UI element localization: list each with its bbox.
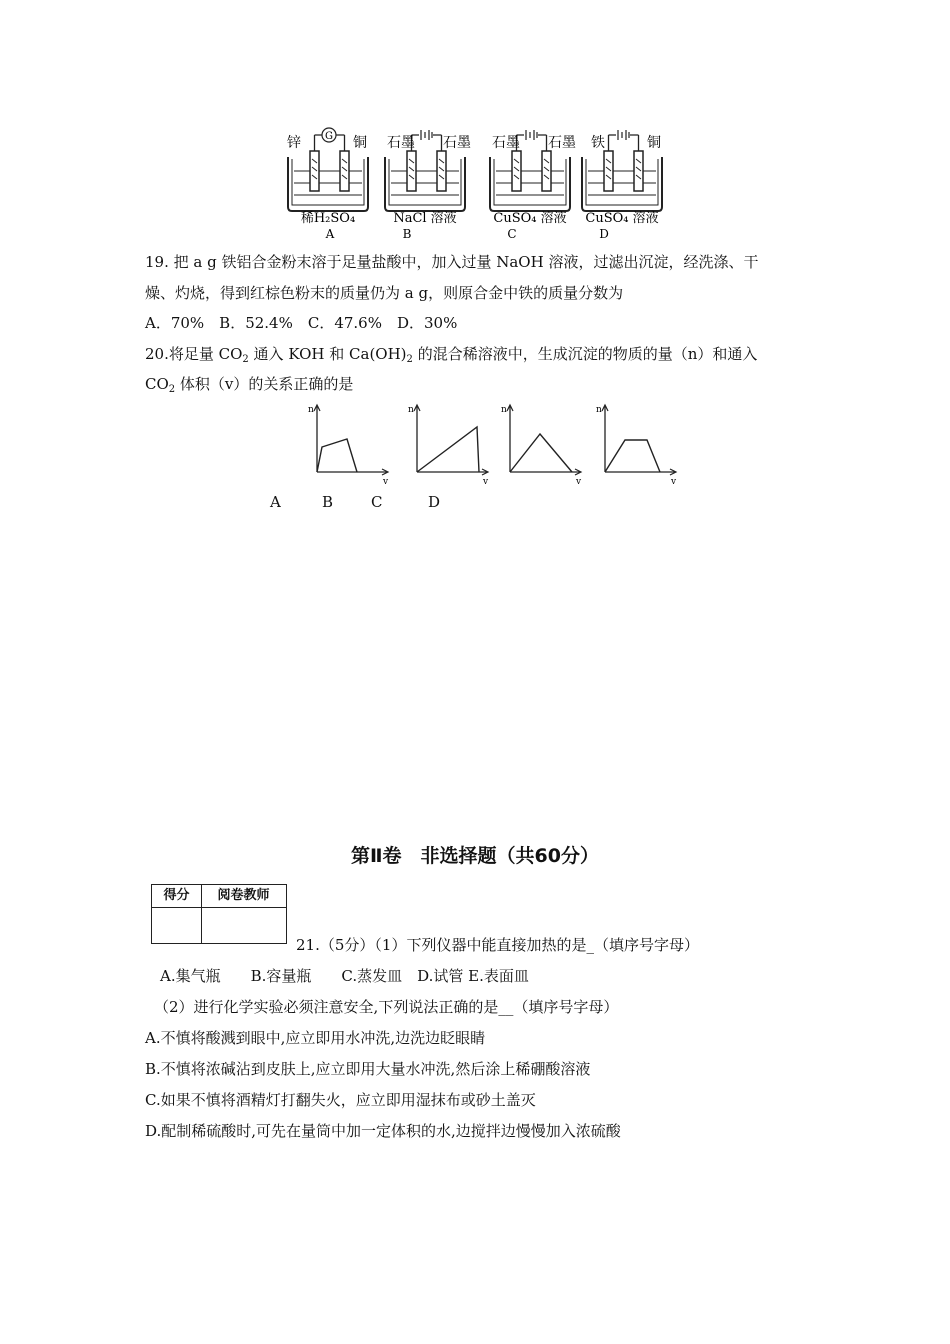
q21-head: 21.（5分）（1）下列仪器中能直接加热的是_（填序号字母） bbox=[296, 936, 699, 954]
curve bbox=[605, 440, 660, 472]
axis-n: n bbox=[596, 405, 602, 415]
cell-a bbox=[287, 128, 368, 240]
cell-letter: B bbox=[402, 227, 412, 240]
electrode bbox=[340, 151, 349, 191]
solution-label: CuSO₄ 溶液 bbox=[585, 211, 659, 226]
cell-d bbox=[582, 130, 662, 240]
q20-letter-d: D bbox=[428, 493, 441, 511]
q19-options: A．70% B．52.4% C．47.6% D．30% bbox=[145, 314, 458, 332]
grader-header: 阅卷教师 bbox=[201, 885, 286, 908]
score-header: 得分 bbox=[152, 885, 201, 908]
electrode bbox=[512, 151, 521, 191]
graph-d bbox=[596, 405, 677, 487]
q20-letter-a: A bbox=[270, 493, 281, 511]
electrode bbox=[634, 151, 643, 191]
q20-letter-b: B bbox=[322, 493, 334, 511]
beaker-inner bbox=[586, 159, 658, 205]
section-title: 第Ⅱ卷 非选择题（共60分） bbox=[351, 845, 599, 867]
left-electrode-label: 锌 bbox=[287, 135, 301, 151]
q20-line2: $CO_2$ 体积（v）的关系正确的是 bbox=[145, 375, 354, 395]
cell-c bbox=[490, 130, 576, 240]
q20-line1: 20.将足量 $CO_2$ 通入 KOH 和 $Ca(OH)_2$ 的混合稀溶液中，生成沉淀的物质的量（n）和通入 bbox=[145, 345, 758, 365]
graph-b bbox=[408, 405, 489, 487]
electrode bbox=[310, 151, 319, 191]
right-electrode-label: 铜 bbox=[647, 135, 661, 151]
right-electrode-label: 石墨 bbox=[548, 135, 576, 151]
axis-n: n bbox=[501, 405, 507, 415]
cell-letter: D bbox=[599, 227, 609, 240]
axis-n: n bbox=[308, 405, 314, 415]
cell-letter: A bbox=[325, 227, 335, 240]
cells-figure bbox=[280, 125, 670, 240]
solution-label: CuSO₄ 溶液 bbox=[493, 211, 567, 226]
q20-letter-c: C bbox=[371, 493, 383, 511]
beaker-inner bbox=[494, 159, 566, 205]
electrode bbox=[407, 151, 416, 191]
curve bbox=[417, 427, 479, 472]
solution-label: NaCl 溶液 bbox=[393, 211, 457, 226]
axis-v: v bbox=[383, 477, 389, 487]
q21-option-d: D.配制稀硫酸时,可先在量筒中加一定体积的水,边搅拌边慢慢加入浓硫酸 bbox=[145, 1122, 621, 1140]
right-electrode-label: 铜 bbox=[353, 135, 367, 151]
q21-part2: （2）进行化学实验必须注意安全,下列说法正确的是__（填序号字母） bbox=[154, 998, 619, 1016]
curve bbox=[510, 434, 572, 472]
beaker-inner bbox=[389, 159, 461, 205]
beaker-inner bbox=[292, 159, 364, 205]
right-electrode-label: 石墨 bbox=[443, 135, 471, 151]
electrode bbox=[542, 151, 551, 191]
q19-line1: 19. 把 a g 铁铝合金粉末溶于足量盐酸中，加入过量 NaOH 溶液，过滤出沉淀，经洗涤、干 bbox=[145, 253, 759, 271]
left-electrode-label: 铁 bbox=[591, 135, 605, 151]
graph-a bbox=[308, 405, 389, 487]
q21-options: A.集气瓶 B.容量瓶 C.蒸发皿 D.试管 E.表面皿 bbox=[160, 967, 529, 985]
score-divider bbox=[201, 885, 202, 943]
left-electrode-label: 石墨 bbox=[387, 135, 415, 151]
beaker bbox=[288, 157, 368, 211]
axis-n: n bbox=[408, 405, 414, 415]
cell-letter: C bbox=[507, 227, 517, 240]
solution-label: 稀H₂SO₄ bbox=[300, 211, 356, 226]
cell-b bbox=[385, 130, 471, 240]
q21-option-a: A.不慎将酸溅到眼中,应立即用水冲洗,边洗边眨眼睛 bbox=[145, 1029, 486, 1047]
q19-line2: 燥、灼烧，得到红棕色粉末的质量仍为 a g，则原合金中铁的质量分数为 bbox=[145, 284, 624, 302]
axis-v: v bbox=[671, 477, 677, 487]
beaker bbox=[490, 157, 570, 211]
curve bbox=[317, 439, 357, 472]
beaker bbox=[582, 157, 662, 211]
left-electrode-label: 石墨 bbox=[492, 135, 520, 151]
meter-label: G bbox=[325, 131, 333, 142]
score-box bbox=[151, 884, 287, 944]
electrode bbox=[604, 151, 613, 191]
graph-c bbox=[501, 405, 582, 487]
q21-option-b: B.不慎将浓碱沾到皮肤上,应立即用大量水冲洗,然后涂上稀硼酸溶液 bbox=[145, 1060, 591, 1078]
q20-graphs bbox=[300, 400, 700, 490]
axis-v: v bbox=[576, 477, 582, 487]
electrode bbox=[437, 151, 446, 191]
axis-v: v bbox=[483, 477, 489, 487]
beaker bbox=[385, 157, 465, 211]
q21-option-c: C.如果不慎将酒精灯打翻失火，应立即用湿抹布或砂土盖灭 bbox=[145, 1091, 536, 1109]
